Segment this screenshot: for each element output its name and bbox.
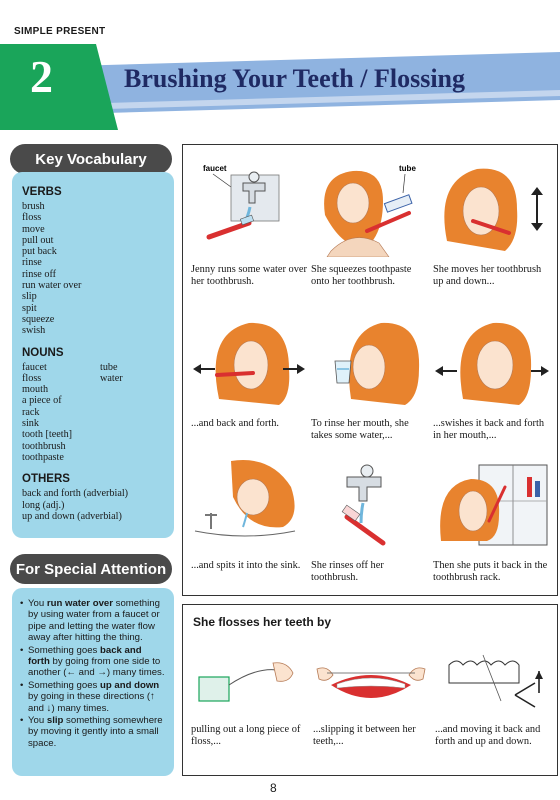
vocab-item: a piece of [22,395,62,407]
key-vocabulary-heading: Key Vocabulary [10,144,172,174]
step-5 [311,309,429,442]
step-caption: She rinses off her toothbrush. [311,560,384,583]
vocab-item: rinse off [22,268,57,280]
special-attention-list [20,598,166,749]
vocab-item: move [22,223,45,235]
verbs-section [22,186,164,337]
floss-step-1 [191,651,307,748]
brushing-back-forth-illustration [191,309,309,411]
vocab-item: floss [22,372,42,384]
floss-caption: pulling out a long piece of floss,... [191,724,301,747]
key-vocabulary-panel [12,172,174,538]
step-2 [311,155,429,288]
page-number: 8 [270,781,277,795]
step-8 [311,451,429,584]
step-1 [191,155,309,288]
vocab-item: faucet [22,361,47,373]
vocab-item: run water over [22,280,82,292]
floss-caption: ...and moving it back and forth and up and down. [435,724,541,747]
vocab-item: rinse [22,257,42,269]
step-caption: ...and back and forth. [191,418,280,429]
vocab-item: up and down (adverbial) [22,510,122,522]
vocab-item: slip [22,291,37,303]
others-list [22,488,164,522]
special-attention-heading: For Special Attention [10,554,172,584]
vocab-item: toothbrush [22,440,66,452]
vocab-item: back and forth (adverbial) [22,488,129,500]
step-4 [191,309,309,430]
step-9 [433,451,551,584]
flossing-heading: She flosses her teeth by [193,615,332,629]
nouns-list-col1 [22,362,100,464]
vocab-item: mouth [22,384,49,396]
nouns-section [22,347,164,464]
verbs-heading: VERBS [22,186,62,198]
vocab-item: rack [22,406,40,418]
tube-label: tube [399,164,416,173]
toothpaste-illustration [311,155,429,257]
unit-number: 2 [30,51,53,102]
floss-step-2 [313,651,429,748]
attention-item: • You run water over something by using water from a faucet or pipe and letting the water flow away after hitting the thing. [20,598,166,644]
step-caption: She moves her toothbrush up and down... [433,264,542,287]
vocab-item: water [100,372,123,384]
attention-item: • Something goes back and forth by going from one side to another (← and →) many times. [20,645,166,679]
toothbrush-rack-illustration [433,451,551,553]
vocab-item: floss [22,212,42,224]
vocab-item: squeeze [22,313,55,325]
step-caption: To rinse her mouth, she takes some water,... [311,418,409,441]
vocab-item: tube [100,361,118,373]
unit-label: SIMPLE PRESENT [14,26,106,37]
special-attention-panel [12,588,174,776]
step-caption: Jenny runs some water over her toothbrush. [191,264,307,287]
faucet-illustration [191,155,309,257]
step-caption: She squeezes toothpaste onto her toothbrush. [311,264,412,287]
step-6 [433,309,551,442]
brushing-up-down-illustration [433,155,551,257]
vocab-item: brush [22,201,45,212]
rinse-mouth-illustration [311,309,429,411]
vocab-item: long (adj.) [22,499,65,511]
rinse-toothbrush-illustration [311,451,429,553]
teeth-flossing-motion-illustration [435,651,551,717]
spit-illustration [191,451,309,553]
step-caption: ...and spits it into the sink. [191,560,301,571]
nouns-heading: NOUNS [22,346,64,359]
page-title: Brushing Your Teeth / Flossing [124,64,465,93]
vocab-item: spit [22,302,37,314]
step-7 [191,451,309,572]
verbs-list [22,201,164,337]
floss-step-3 [435,651,551,748]
step-caption: ...swishes it back and forth in her mouth,... [433,418,545,441]
vocab-item: toothpaste [22,451,64,463]
others-heading: OTHERS [22,473,70,486]
faucet-label: faucet [203,164,227,173]
floss-between-teeth-illustration [313,651,429,717]
step-3 [433,155,551,288]
nouns-list-col2 [100,362,123,464]
vocab-item: put back [22,246,57,258]
brushing-steps-panel [182,144,558,596]
step-caption: Then she puts it back in the toothbrush rack. [433,560,548,583]
floss-container-illustration [191,651,307,717]
others-section [22,473,164,522]
vocab-item: tooth [teeth] [22,429,73,441]
flossing-panel [182,604,558,776]
attention-item: • Something goes up and down by going in these directions (↑ and ↓) many times. [20,680,166,714]
vocab-item: pull out [22,234,54,246]
vocab-item: swish [22,325,46,337]
vocab-item: sink [22,418,39,430]
floss-caption: ...slipping it between her teeth,... [313,724,416,747]
swish-illustration [433,309,551,411]
attention-item: • You slip something somewhere by moving it gently into a small space. [20,715,166,749]
